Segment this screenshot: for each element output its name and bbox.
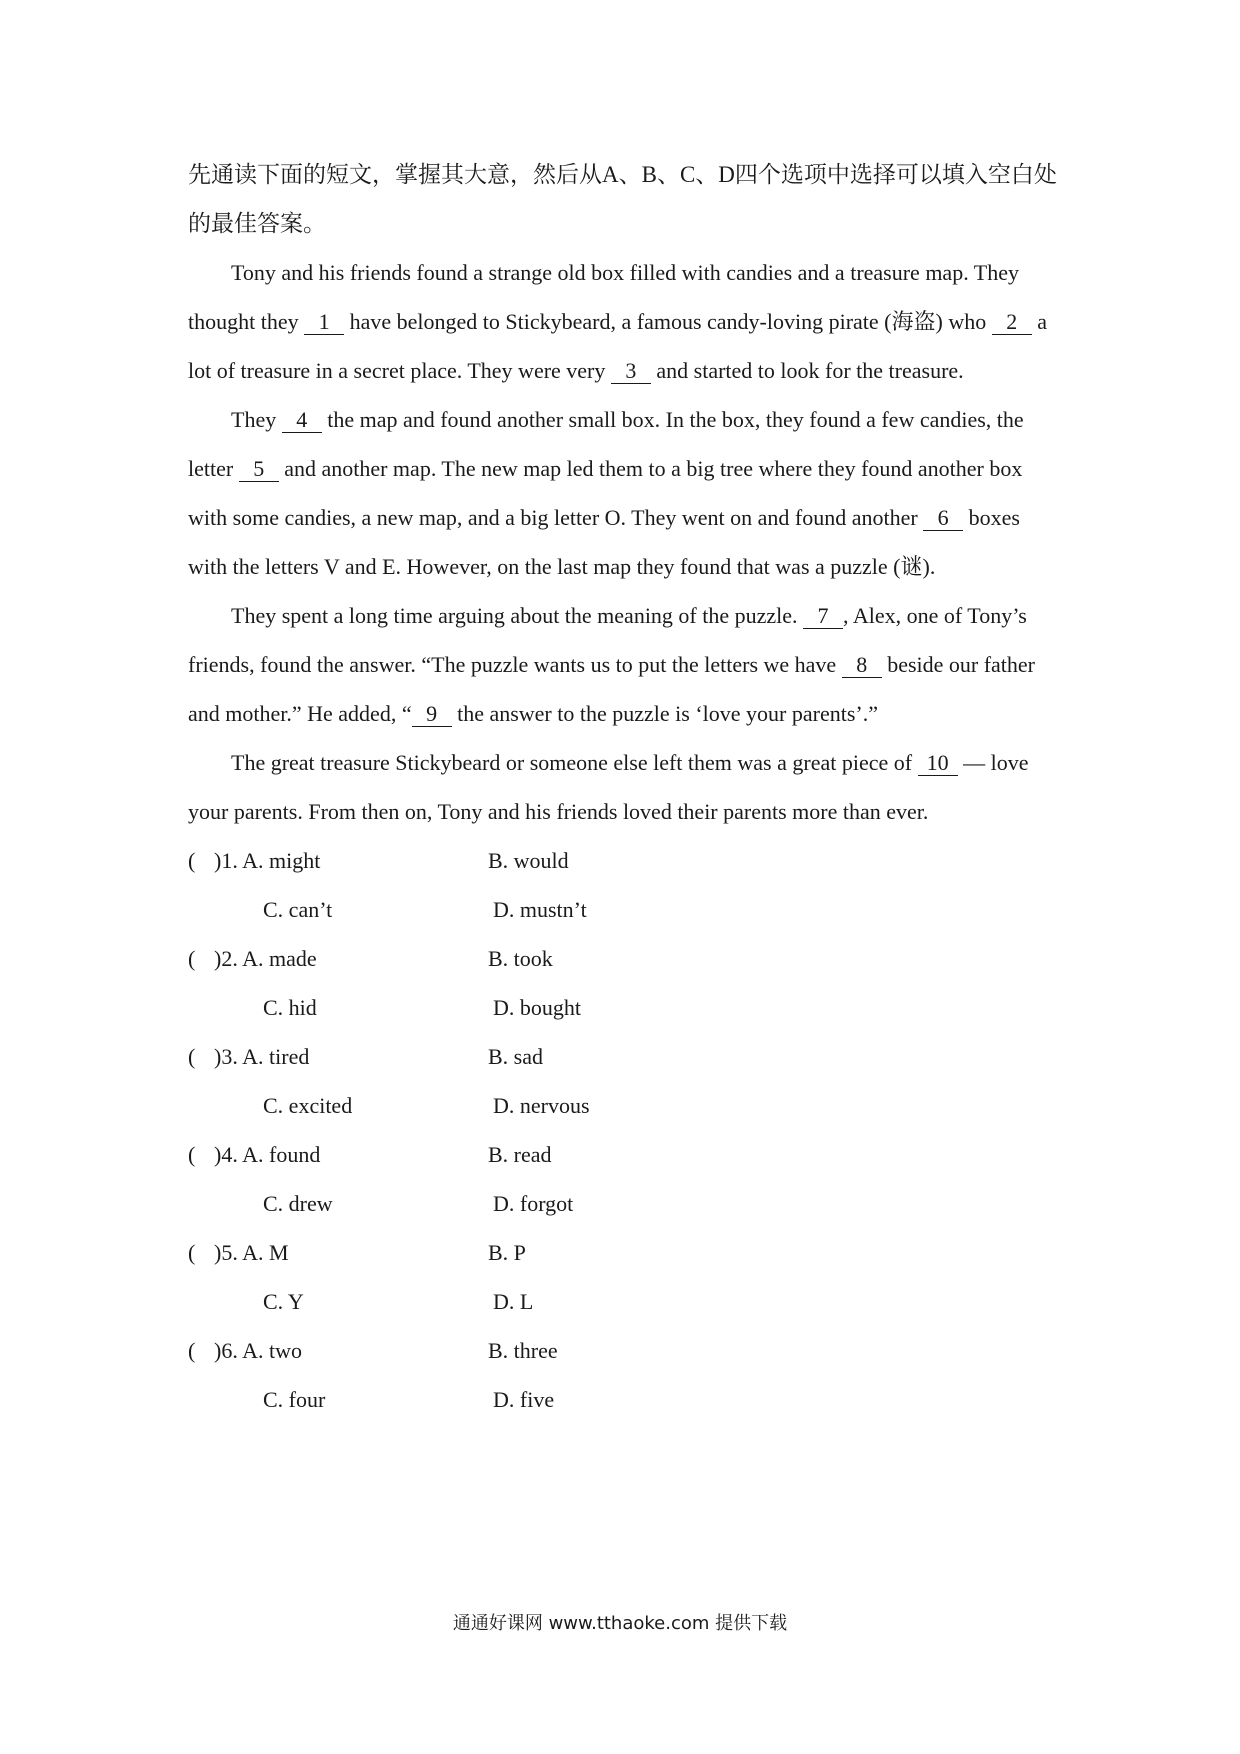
question-6-option-d[interactable]: D. five: [493, 1387, 555, 1412]
question-4-option-d[interactable]: D. forgot: [493, 1191, 574, 1216]
option-a[interactable]: A. might: [242, 848, 321, 873]
text: They: [231, 407, 282, 432]
instructions: 先通读下面的短文，掌握其大意，然后从A、B、C、D四个选项中选择可以填入空白处的最佳答案。: [188, 162, 1057, 236]
question-3-option-a: [214, 1032, 309, 1081]
answer-paren[interactable]: (: [188, 1240, 196, 1265]
question-4-row-cd: [188, 1179, 1058, 1228]
text: the map and found another small box. In the box, they found a few candies, the letter: [188, 407, 1024, 481]
blank-2: 2: [992, 310, 1032, 335]
question-6-option-b[interactable]: B. three: [488, 1338, 558, 1363]
option-a[interactable]: A. found: [242, 1142, 321, 1167]
document-page: [188, 150, 1058, 1424]
question-2-option-c[interactable]: C. hid: [263, 995, 317, 1020]
text: and another map. The new map led them to a big tree where they found another box with some candies, a new map, and a big letter O. They went on and found another: [188, 456, 1023, 530]
text: and started to look for the treasure.: [650, 358, 964, 383]
option-a[interactable]: A. tired: [242, 1044, 310, 1069]
option-a[interactable]: A. made: [242, 946, 317, 971]
answer-paren[interactable]: (: [188, 1044, 196, 1069]
passage-paragraph-4: [188, 738, 1058, 836]
question-4-option-b[interactable]: B. read: [488, 1142, 552, 1167]
option-a[interactable]: A. M: [242, 1240, 289, 1265]
question-3-row-ab: [188, 1032, 1058, 1081]
question-6-row-ab: [188, 1326, 1058, 1375]
answer-paren[interactable]: (: [188, 848, 196, 873]
text: a lot of treasure in a secret place. They were very: [188, 309, 1047, 383]
question-2-option-a: [214, 934, 317, 983]
question-2-row-cd: [188, 983, 1058, 1032]
question-6-row-cd: [188, 1375, 1058, 1424]
question-5-row-ab: [188, 1228, 1058, 1277]
question-6-option-a: [214, 1326, 302, 1375]
text: the answer to the puzzle is ‘love your parents’.”: [451, 701, 878, 726]
question-5-option-b[interactable]: B. P: [488, 1240, 526, 1265]
question-1-option-b[interactable]: B. would: [488, 848, 569, 873]
question-4-row-ab: [188, 1130, 1058, 1179]
question-1-row-cd: [188, 885, 1058, 934]
question-1-option-d[interactable]: D. mustn’t: [493, 897, 587, 922]
text: Tony and his friends found a strange old box filled with candies and a treasure map. They thought they: [188, 260, 1020, 334]
blank-9: 9: [412, 702, 452, 727]
page-footer: 通通好课网 www.tthaoke.com 提供下载: [452, 1613, 788, 1634]
text: The great treasure Stickybeard or someone else left them was a great piece of: [231, 750, 918, 775]
blank-5: 5: [239, 457, 279, 482]
question-number: )5.: [214, 1240, 238, 1265]
question-3-option-b[interactable]: B. sad: [488, 1044, 543, 1069]
question-3-option-d[interactable]: D. nervous: [493, 1093, 590, 1118]
answer-paren[interactable]: (: [188, 946, 196, 971]
question-1-row-ab: [188, 836, 1058, 885]
blank-8: 8: [842, 653, 882, 678]
blank-7: 7: [803, 604, 843, 629]
question-2-option-d[interactable]: D. bought: [493, 995, 581, 1020]
text: beside our father and mother.” He added, “: [188, 652, 1036, 726]
question-number: )6.: [214, 1338, 238, 1363]
answer-paren[interactable]: (: [188, 1338, 196, 1363]
blank-4: 4: [282, 408, 322, 433]
question-2-row-ab: [188, 934, 1058, 983]
passage-paragraph-1: [188, 248, 1058, 395]
answer-paren[interactable]: (: [188, 1142, 196, 1167]
blank-6: 6: [923, 506, 963, 531]
question-6-option-c[interactable]: C. four: [263, 1387, 326, 1412]
blank-1: 1: [304, 310, 344, 335]
question-number: )1.: [214, 848, 238, 873]
question-1-option-a: [214, 836, 320, 885]
question-5-option-d[interactable]: D. L: [493, 1289, 534, 1314]
text: They spent a long time arguing about the meaning of the puzzle.: [231, 603, 804, 628]
question-number: )4.: [214, 1142, 238, 1167]
question-4-option-c[interactable]: C. drew: [263, 1191, 333, 1216]
option-a[interactable]: A. two: [242, 1338, 303, 1363]
blank-10: 10: [918, 751, 958, 776]
question-5-option-a: [214, 1228, 289, 1277]
text: have belonged to Stickybeard, a famous candy-loving pirate (海盗) who: [344, 309, 992, 334]
text: — love your parents. From then on, Tony and his friends loved their parents more than ever.: [188, 750, 1029, 824]
passage-paragraph-3: [188, 591, 1058, 738]
question-4-option-a: [214, 1130, 320, 1179]
question-number: )3.: [214, 1044, 238, 1069]
question-number: )2.: [214, 946, 238, 971]
question-1-option-c[interactable]: C. can’t: [263, 897, 333, 922]
question-list: [188, 836, 1058, 1424]
question-2-option-b[interactable]: B. took: [488, 946, 553, 971]
question-5-row-cd: [188, 1277, 1058, 1326]
text: , Alex, one of Tony’s friends, found the answer. “The puzzle wants us to put the letters we have: [188, 603, 1027, 677]
blank-3: 3: [611, 359, 651, 384]
question-3-option-c[interactable]: C. excited: [263, 1093, 353, 1118]
text: boxes with the letters V and E. However, on the last map they found that was a puzzle (谜).: [188, 505, 1020, 579]
passage-paragraph-2: [188, 395, 1058, 591]
question-3-row-cd: [188, 1081, 1058, 1130]
question-5-option-c[interactable]: C. Y: [263, 1289, 304, 1314]
